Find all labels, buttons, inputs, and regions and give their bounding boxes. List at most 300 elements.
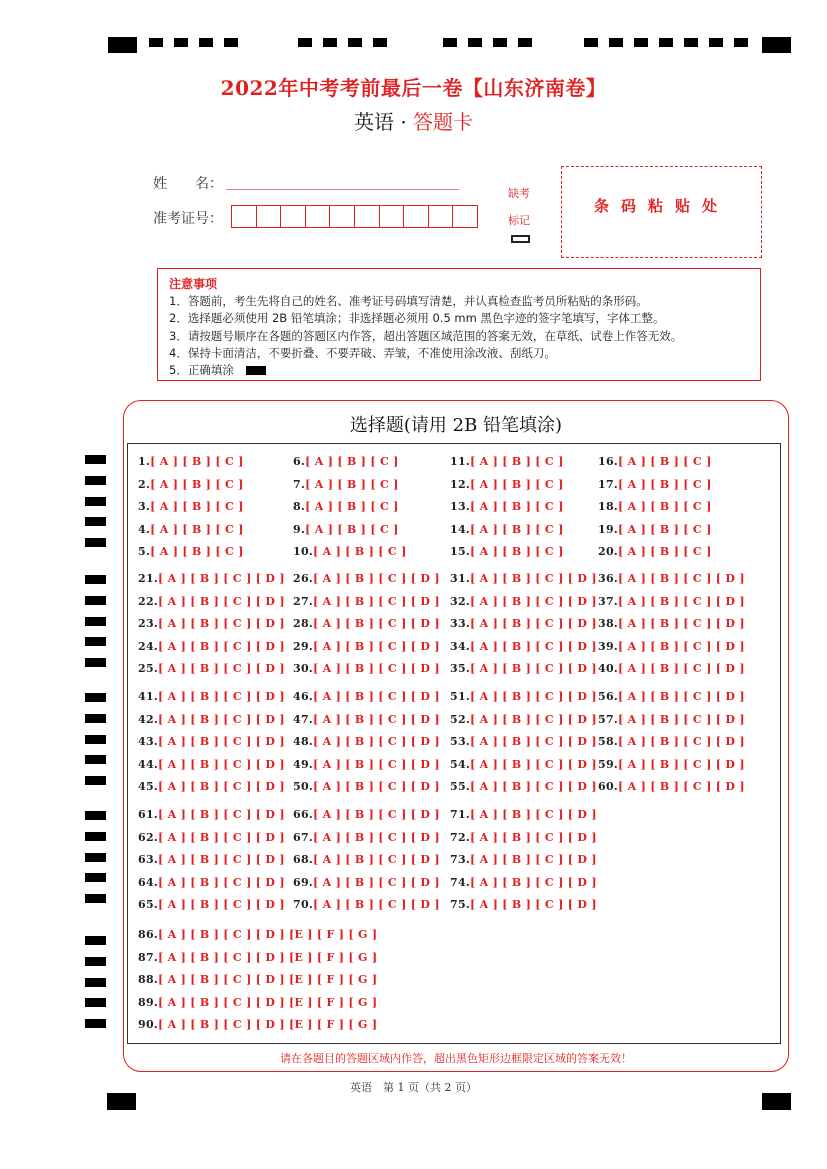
answer-options[interactable]: [ A ] [ B ] [ C ] (618, 522, 712, 536)
question-66[interactable] (293, 808, 440, 821)
answer-options[interactable]: [ A ] [ B ] [ C ] [ D ] (470, 594, 597, 608)
answer-options[interactable]: [ A ] [ B ] [ C ] [ D ] (158, 830, 285, 844)
question-4[interactable] (138, 523, 244, 536)
name-field[interactable] (226, 175, 459, 190)
question-number: 23. (138, 617, 159, 631)
question-41[interactable] (138, 690, 285, 703)
question-number: 13. (450, 500, 471, 514)
id-digit-box[interactable] (232, 206, 257, 227)
answer-options[interactable]: [ A ] [ B ] [ C ] (470, 545, 564, 559)
question-number: 66. (293, 808, 314, 821)
timing-mark (85, 894, 106, 903)
answer-options[interactable]: [ A ] [ B ] [ C ] [ D ] (313, 639, 440, 653)
question-number: 48. (293, 735, 314, 749)
question-12[interactable] (450, 478, 564, 491)
timing-mark (85, 637, 106, 646)
answer-options[interactable]: [ A ] [ B ] [ C ] (305, 522, 399, 536)
answer-options[interactable]: [ A ] [ B ] [ C ] [ D ] (618, 662, 745, 676)
question-number: 69. (293, 875, 314, 889)
timing-mark (85, 714, 106, 723)
answer-options[interactable]: [ A ] [ B ] [ C ] [ D ] (313, 757, 440, 771)
question-number: 62. (138, 830, 159, 844)
notice-title: 注意事项 (169, 277, 218, 291)
timing-mark (85, 538, 106, 547)
answer-options[interactable]: [ A ] [ B ] [ C ] [ D ] (313, 594, 440, 608)
timing-mark (584, 38, 598, 47)
subject-label: 英语 (353, 110, 394, 134)
timing-mark (468, 38, 482, 47)
question-number: 26. (293, 572, 314, 585)
answer-options[interactable]: [ A ] [ B ] [ C ] [ D ] (618, 780, 745, 794)
question-number: 51. (450, 690, 471, 703)
question-71[interactable] (450, 808, 597, 821)
question-number: 41. (138, 690, 159, 703)
page-subtitle (0, 106, 827, 135)
barcode-area (561, 166, 762, 258)
id-digit-box[interactable] (429, 206, 454, 227)
question-11[interactable] (450, 455, 564, 468)
question-number: 3. (138, 500, 151, 514)
question-number: 7. (293, 477, 306, 491)
question-59[interactable] (598, 758, 745, 771)
answer-options[interactable]: [ A ] [ B ] [ C ] [ D ] (313, 662, 440, 676)
answer-options[interactable]: [ A ] [ B ] [ C ] [ D ] [E ] [ F ] [ G ] (158, 1018, 378, 1032)
answer-options[interactable]: [ A ] [ B ] [ C ] [ D ] (618, 712, 745, 726)
question-74[interactable] (450, 876, 597, 889)
question-48[interactable] (293, 735, 440, 748)
question-34[interactable] (450, 640, 597, 653)
question-number: 57. (598, 712, 619, 726)
answer-options[interactable]: [ A ] [ B ] [ C ] (618, 545, 712, 559)
question-88[interactable] (138, 973, 377, 986)
answer-options[interactable]: [ A ] [ B ] [ C ] [ D ] (313, 808, 440, 821)
question-number: 39. (598, 639, 619, 653)
timing-mark (762, 37, 791, 53)
question-69[interactable] (293, 876, 440, 889)
page-title: 2022年中考考前最后一卷【山东济南卷】 (220, 76, 607, 100)
answer-options[interactable]: [ A ] [ B ] [ C ] (470, 500, 564, 514)
question-number: 56. (598, 690, 619, 703)
timing-mark (85, 517, 106, 526)
question-6[interactable] (293, 455, 399, 468)
id-digit-box[interactable] (306, 206, 331, 227)
name-label: 姓 名： (153, 176, 223, 192)
answer-options[interactable]: [ A ] [ B ] [ C ] [ D ] (618, 690, 745, 703)
question-32[interactable] (450, 595, 597, 608)
answer-options[interactable]: [ A ] [ B ] [ C ] [ D ] (313, 875, 440, 889)
answer-options[interactable]: [ A ] [ B ] [ C ] [ D ] (158, 735, 285, 749)
question-87[interactable] (138, 951, 377, 964)
id-digit-box[interactable] (355, 206, 380, 227)
answer-options[interactable]: [ A ] [ B ] [ C ] [ D ] (158, 875, 285, 889)
question-number: 37. (598, 594, 619, 608)
question-57[interactable] (598, 713, 745, 726)
question-number: 38. (598, 617, 619, 631)
answer-options[interactable]: [ A ] [ B ] [ C ] [ D ] [E ] [ F ] [ G ] (158, 928, 378, 941)
question-64[interactable] (138, 876, 285, 889)
question-number: 45. (138, 780, 159, 794)
question-number: 15. (450, 545, 471, 559)
question-number: 34. (450, 639, 471, 653)
question-number: 42. (138, 712, 159, 726)
question-number: 65. (138, 898, 159, 912)
absent-checkbox[interactable] (511, 235, 530, 243)
timing-mark (85, 497, 106, 506)
question-number: 18. (598, 500, 619, 514)
question-14[interactable] (450, 523, 564, 536)
answer-options[interactable]: [ A ] [ B ] [ C ] [ D ] (158, 757, 285, 771)
notice-box (157, 268, 761, 381)
answer-options[interactable]: [ A ] [ B ] [ C ] [ D ] (158, 617, 285, 631)
question-46[interactable] (293, 690, 440, 703)
question-44[interactable] (138, 758, 285, 771)
answer-options[interactable]: [ A ] [ B ] [ C ] [ D ] (158, 808, 285, 821)
question-65[interactable] (138, 898, 285, 911)
question-7[interactable] (293, 478, 399, 491)
answer-options[interactable]: [ A ] [ B ] [ C ] (305, 477, 399, 491)
question-number: 20. (598, 545, 619, 559)
question-number: 12. (450, 477, 471, 491)
question-number: 87. (138, 950, 159, 964)
question-8[interactable] (293, 500, 399, 513)
question-72[interactable] (450, 831, 597, 844)
question-16[interactable] (598, 455, 712, 468)
answer-options[interactable]: [ A ] [ B ] [ C ] [ D ] (158, 662, 285, 676)
timing-mark (85, 617, 106, 626)
question-15[interactable] (450, 545, 564, 558)
question-number: 59. (598, 757, 619, 771)
notice-item: 5．正确填涂 (169, 363, 234, 378)
question-53[interactable] (450, 735, 597, 748)
answer-options[interactable]: [ A ] [ B ] [ C ] [ D ] (313, 690, 440, 703)
answer-options[interactable]: [ A ] [ B ] [ C ] [ D ] (313, 898, 440, 912)
timing-mark (85, 455, 106, 464)
timing-mark (85, 873, 106, 882)
question-86[interactable] (138, 928, 377, 941)
answer-options[interactable]: [ A ] [ B ] [ C ] [ D ] (313, 853, 440, 867)
question-2[interactable] (138, 478, 244, 491)
question-51[interactable] (450, 690, 597, 703)
answer-options[interactable]: [ A ] [ B ] [ C ] [ D ] [E ] [ F ] [ G ] (158, 950, 378, 964)
question-number: 86. (138, 928, 159, 941)
answer-options[interactable]: [ A ] [ B ] [ C ] [ D ] (158, 594, 285, 608)
answer-options[interactable]: [ A ] [ B ] [ C ] [ D ] [E ] [ F ] [ G ] (158, 973, 378, 987)
question-62[interactable] (138, 831, 285, 844)
question-31[interactable] (450, 572, 597, 585)
question-40[interactable] (598, 662, 745, 675)
question-19[interactable] (598, 523, 712, 536)
notice-item: 1．答题前，考生先将自己的姓名、准考证号码填写清楚，并认真检查监考员所粘贴的条形码。 (169, 294, 648, 309)
question-90[interactable] (138, 1018, 377, 1031)
question-58[interactable] (598, 735, 745, 748)
question-number: 50. (293, 780, 314, 794)
answer-options[interactable]: [ A ] [ B ] [ C ] (305, 500, 399, 514)
answer-options[interactable]: [ A ] [ B ] [ C ] [ D ] (470, 853, 597, 867)
answer-options[interactable]: [ A ] [ B ] [ C ] (150, 522, 244, 536)
answer-options[interactable]: [ A ] [ B ] [ C ] [ D ] (158, 572, 285, 585)
question-number: 16. (598, 455, 619, 468)
answer-options[interactable]: [ A ] [ B ] [ C ] [ D ] [E ] [ F ] [ G ] (158, 995, 378, 1009)
question-67[interactable] (293, 831, 440, 844)
question-26[interactable] (293, 572, 440, 585)
question-22[interactable] (138, 595, 285, 608)
answer-options[interactable]: [ A ] [ B ] [ C ] [ D ] (470, 572, 597, 585)
card-label: 答题卡 (413, 110, 474, 134)
timing-mark (85, 476, 106, 485)
question-29[interactable] (293, 640, 440, 653)
timing-mark (85, 1019, 106, 1028)
answer-options[interactable]: [ A ] [ B ] [ C ] (150, 477, 244, 491)
question-number: 33. (450, 617, 471, 631)
question-17[interactable] (598, 478, 712, 491)
answer-options[interactable]: [ A ] [ B ] [ C ] (150, 500, 244, 514)
question-54[interactable] (450, 758, 597, 771)
answer-options[interactable]: [ A ] [ B ] [ C ] [ D ] (470, 875, 597, 889)
answer-options[interactable]: [ A ] [ B ] [ C ] [ D ] (158, 690, 285, 703)
answer-options[interactable]: [ A ] [ B ] [ C ] [ D ] (470, 757, 597, 771)
answer-options[interactable]: [ A ] [ B ] [ C ] (150, 545, 244, 559)
question-36[interactable] (598, 572, 745, 585)
answer-options[interactable]: [ A ] [ B ] [ C ] [ D ] (470, 830, 597, 844)
question-number: 89. (138, 995, 159, 1009)
question-25[interactable] (138, 662, 285, 675)
id-digit-box[interactable] (453, 206, 477, 227)
question-number: 74. (450, 875, 471, 889)
answer-options[interactable]: [ A ] [ B ] [ C ] (618, 477, 712, 491)
question-number: 2. (138, 477, 151, 491)
question-24[interactable] (138, 640, 285, 653)
absent-mark-label (500, 180, 538, 234)
question-37[interactable] (598, 595, 745, 608)
id-digit-box[interactable] (281, 206, 306, 227)
question-number: 28. (293, 617, 314, 631)
choice-section-title: 选择题(请用 2B 铅笔填涂) (349, 415, 563, 436)
timing-mark (298, 38, 312, 47)
notice-item: 4．保持卡面清洁，不要折叠、不要弄破、弄皱，不准使用涂改液、刮纸刀。 (169, 345, 556, 360)
answer-options[interactable]: [ A ] [ B ] [ C ] [ D ] (470, 662, 597, 676)
notice-item: 2．选择题必须使用 2B 铅笔填涂；非选择题必须用 0.5 mm 黑色字迹的签字笔填写，字体工整。 (169, 311, 665, 326)
question-21[interactable] (138, 572, 285, 585)
answer-options[interactable]: [ A ] [ B ] [ C ] [ D ] (470, 690, 597, 703)
answer-options[interactable]: [ A ] [ B ] [ C ] [ D ] (313, 572, 440, 585)
question-number: 14. (450, 522, 471, 536)
question-39[interactable] (598, 640, 745, 653)
question-number: 58. (598, 735, 619, 749)
answer-options[interactable]: [ A ] [ B ] [ C ] [ D ] (313, 617, 440, 631)
id-digit-box[interactable] (330, 206, 355, 227)
timing-mark (493, 38, 507, 47)
answer-options[interactable]: [ A ] [ B ] [ C ] (618, 500, 712, 514)
question-13[interactable] (450, 500, 564, 513)
answer-options[interactable]: [ A ] [ B ] [ C ] [ D ] (313, 712, 440, 726)
timing-mark (734, 38, 748, 47)
id-number-boxes[interactable] (231, 205, 478, 228)
answer-options[interactable]: [ A ] [ B ] [ C ] (470, 455, 564, 468)
answer-options[interactable]: [ A ] [ B ] [ C ] [ D ] (618, 639, 745, 653)
question-42[interactable] (138, 713, 285, 726)
question-number: 63. (138, 853, 159, 867)
timing-mark (174, 38, 188, 47)
question-50[interactable] (293, 780, 440, 793)
question-number: 88. (138, 973, 159, 987)
timing-mark (85, 735, 106, 744)
question-number: 55. (450, 780, 471, 794)
answer-options[interactable]: [ A ] [ B ] [ C ] (305, 455, 399, 468)
timing-mark (85, 693, 106, 702)
question-number: 36. (598, 572, 619, 585)
timing-mark (85, 811, 106, 820)
question-56[interactable] (598, 690, 745, 703)
question-30[interactable] (293, 662, 440, 675)
answer-options[interactable]: [ A ] [ B ] [ C ] (150, 455, 244, 468)
question-60[interactable] (598, 780, 745, 793)
answer-options[interactable]: [ A ] [ B ] [ C ] [ D ] (470, 898, 597, 912)
answer-options[interactable]: [ A ] [ B ] [ C ] [ D ] (618, 757, 745, 771)
answer-options[interactable]: [ A ] [ B ] [ C ] [ D ] (470, 617, 597, 631)
question-number: 24. (138, 639, 159, 653)
question-number: 54. (450, 757, 471, 771)
question-number: 35. (450, 662, 471, 676)
question-number: 4. (138, 522, 151, 536)
answer-options[interactable]: [ A ] [ B ] [ C ] [ D ] (470, 808, 597, 821)
timing-mark (85, 658, 106, 667)
question-number: 19. (598, 522, 619, 536)
question-number: 1. (138, 455, 151, 468)
answer-options[interactable]: [ A ] [ B ] [ C ] (470, 522, 564, 536)
question-61[interactable] (138, 808, 285, 821)
timing-mark (224, 38, 238, 47)
timing-mark (107, 1093, 136, 1110)
question-75[interactable] (450, 898, 597, 911)
timing-mark (709, 38, 723, 47)
question-number: 21. (138, 572, 159, 585)
answer-options[interactable]: [ A ] [ B ] [ C ] [ D ] (618, 735, 745, 749)
answer-options[interactable]: [ A ] [ B ] [ C ] [ D ] (470, 735, 597, 749)
timing-mark (85, 596, 106, 605)
timing-mark (85, 755, 106, 764)
timing-mark (684, 38, 698, 47)
timing-mark (85, 776, 106, 785)
answer-options[interactable]: [ A ] [ B ] [ C ] [ D ] (158, 639, 285, 653)
question-number: 68. (293, 853, 314, 867)
timing-mark (85, 998, 106, 1007)
answer-options[interactable]: [ A ] [ B ] [ C ] (313, 545, 407, 559)
question-27[interactable] (293, 595, 440, 608)
timing-mark (85, 978, 106, 987)
question-number: 61. (138, 808, 159, 821)
question-number: 11. (450, 455, 471, 468)
question-number: 67. (293, 830, 314, 844)
question-number: 64. (138, 875, 159, 889)
answer-options[interactable]: [ A ] [ B ] [ C ] [ D ] (158, 780, 285, 794)
answer-options[interactable]: [ A ] [ B ] [ C ] [ D ] (313, 780, 440, 794)
question-number: 46. (293, 690, 314, 703)
timing-mark (762, 1093, 791, 1110)
question-number: 70. (293, 898, 314, 912)
question-9[interactable] (293, 523, 399, 536)
question-number: 31. (450, 572, 471, 585)
question-28[interactable] (293, 617, 440, 630)
answer-options[interactable]: [ A ] [ B ] [ C ] [ D ] (470, 639, 597, 653)
question-number: 10. (293, 545, 314, 559)
answer-options[interactable]: [ A ] [ B ] [ C ] [ D ] (618, 617, 745, 631)
question-73[interactable] (450, 853, 597, 866)
answer-options[interactable]: [ A ] [ B ] [ C ] [ D ] (618, 572, 745, 585)
question-number: 30. (293, 662, 314, 676)
answer-options[interactable]: [ A ] [ B ] [ C ] [ D ] (313, 735, 440, 749)
answer-options[interactable]: [ A ] [ B ] [ C ] [ D ] (618, 594, 745, 608)
answer-options[interactable]: [ A ] [ B ] [ C ] [ D ] (313, 830, 440, 844)
question-10[interactable] (293, 545, 407, 558)
question-number: 5. (138, 545, 151, 559)
correct-fill-sample (246, 366, 266, 375)
question-number: 40. (598, 662, 619, 676)
timing-mark (85, 853, 106, 862)
question-33[interactable] (450, 617, 597, 630)
question-number: 32. (450, 594, 471, 608)
timing-mark (199, 38, 213, 47)
answer-options[interactable]: [ A ] [ B ] [ C ] [ D ] (158, 712, 285, 726)
question-49[interactable] (293, 758, 440, 771)
answer-options[interactable]: [ A ] [ B ] [ C ] [ D ] (158, 898, 285, 912)
timing-mark (85, 936, 106, 945)
question-number: 73. (450, 853, 471, 867)
absent-label-2: 标记 (508, 214, 530, 227)
timing-mark (609, 38, 623, 47)
answer-options[interactable]: [ A ] [ B ] [ C ] [ D ] (158, 853, 285, 867)
notice-item: 3．请按题号顺序在各题的答题区内作答，超出答题区域范围的答案无效，在草纸、试卷上作答无效。 (169, 328, 683, 343)
answer-options[interactable]: [ A ] [ B ] [ C ] (618, 455, 712, 468)
question-number: 49. (293, 757, 314, 771)
answer-options[interactable]: [ A ] [ B ] [ C ] [ D ] (470, 780, 597, 794)
id-digit-box[interactable] (404, 206, 429, 227)
question-number: 52. (450, 712, 471, 726)
question-3[interactable] (138, 500, 244, 513)
question-number: 25. (138, 662, 159, 676)
id-digit-box[interactable] (380, 206, 405, 227)
id-digit-box[interactable] (257, 206, 282, 227)
question-55[interactable] (450, 780, 597, 793)
answer-warning: 请在各题目的答题区域内作答，超出黑色矩形边框限定区域的答案无效！ (280, 1052, 632, 1065)
timing-mark (443, 38, 457, 47)
question-38[interactable] (598, 617, 745, 630)
question-number: 53. (450, 735, 471, 749)
question-43[interactable] (138, 735, 285, 748)
question-20[interactable] (598, 545, 712, 558)
timing-mark (373, 38, 387, 47)
answer-options[interactable]: [ A ] [ B ] [ C ] [ D ] (470, 712, 597, 726)
question-52[interactable] (450, 713, 597, 726)
question-1[interactable] (138, 455, 244, 468)
question-number: 71. (450, 808, 471, 821)
timing-mark (348, 38, 362, 47)
question-89[interactable] (138, 996, 377, 1009)
timing-mark (85, 575, 106, 584)
question-number: 47. (293, 712, 314, 726)
question-47[interactable] (293, 713, 440, 726)
question-63[interactable] (138, 853, 285, 866)
question-5[interactable] (138, 545, 244, 558)
question-35[interactable] (450, 662, 597, 675)
question-number: 75. (450, 898, 471, 912)
question-68[interactable] (293, 853, 440, 866)
question-70[interactable] (293, 898, 440, 911)
question-45[interactable] (138, 780, 285, 793)
question-18[interactable] (598, 500, 712, 513)
question-number: 22. (138, 594, 159, 608)
answer-options[interactable]: [ A ] [ B ] [ C ] (470, 477, 564, 491)
question-23[interactable] (138, 617, 285, 630)
